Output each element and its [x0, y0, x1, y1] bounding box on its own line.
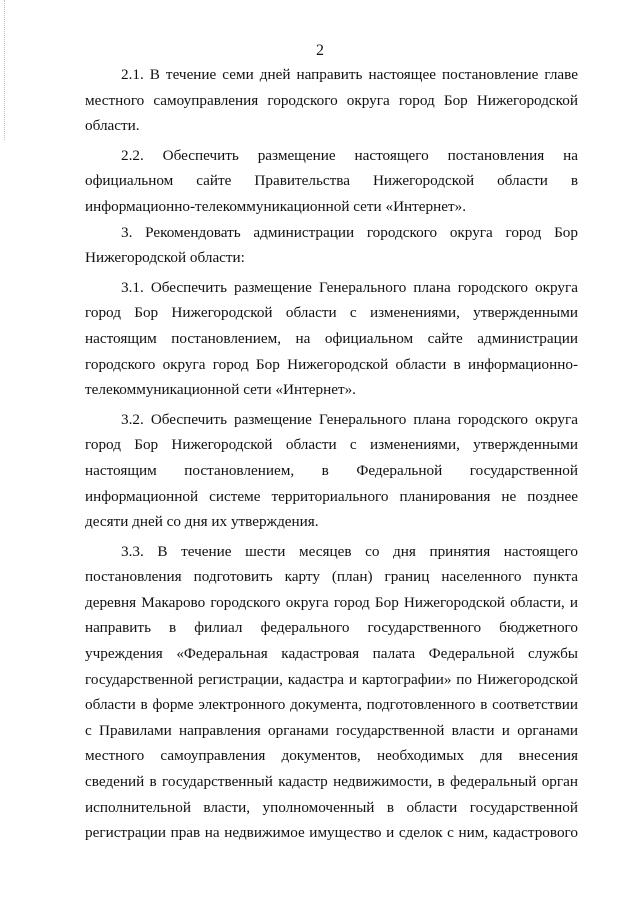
text-line: учреждения «Федеральная кадастровая палата Федеральной службы — [85, 645, 578, 663]
text-line: город Бор Нижегородской области с изменениями, утвержденными — [85, 436, 578, 454]
text-line: 3.1. Обеспечить размещение Генерального плана городского округа — [121, 278, 578, 296]
text-line: исполнительной власти, уполномоченный в области государственной — [85, 798, 578, 816]
text-line: направить в филиал федерального государственного бюджетного — [85, 619, 578, 637]
text-line: 3.3. В течение шести месяцев со дня принятия настоящего — [121, 542, 578, 560]
paragraph-3-3 — [85, 539, 578, 846]
text-line: информационной системе территориального планирования не позднее — [85, 487, 578, 505]
text-line: регистрации прав на недвижимое имущество и сделок с ним, кадастрового — [85, 824, 578, 842]
text-line: области. — [85, 117, 140, 135]
text-line: 2.1. В течение семи дней направить настоящее постановление главе — [121, 66, 578, 83]
text-line: 3.2. Обеспечить размещение Генерального плана городского округа — [121, 410, 578, 428]
paragraph-2-2 — [85, 143, 578, 220]
text-line: 3. Рекомендовать администрации городского округа город Бор — [121, 223, 578, 241]
text-line: области в форме электронного документа, подготовленного в соответствии — [85, 696, 578, 714]
document-body — [85, 62, 578, 846]
text-line: городского округа город Бор Нижегородской области в информационно- — [85, 355, 578, 373]
text-line: местного самоуправления документов, необходимых для внесения — [85, 747, 578, 765]
scan-edge-mark — [4, 0, 6, 140]
text-line: деревня Макарово городского округа город Бор Нижегородской области, и — [85, 593, 578, 611]
text-line: настоящим постановлением, в Федеральной государственной — [85, 461, 578, 479]
text-line: десяти дней со дня их утверждения. — [85, 513, 319, 531]
text-line: информационно-телекоммуникационной сети «Интернет». — [85, 197, 467, 215]
text-line: с Правилами направления органами государственной власти и органами — [85, 721, 578, 739]
text-line: государственной регистрации, кадастра и картографии» по Нижегородской — [85, 670, 578, 688]
text-line: настоящим постановлением, на официальном сайте администрации — [85, 329, 578, 347]
text-line: местного самоуправления городского округа город Бор Нижегородской — [85, 91, 578, 109]
text-line: официальном сайте Правительства Нижегородской области в — [85, 172, 578, 190]
text-line: 2.2. Обеспечить размещение настоящего постановления на — [121, 146, 578, 164]
text-line: сведений в государственный кадастр недвижимости, в федеральный орган — [85, 773, 578, 791]
text-line: постановления подготовить карту (план) границ населенного пункта — [85, 568, 578, 586]
text-line: телекоммуникационной сети «Интернет». — [85, 381, 356, 399]
text-line: город Бор Нижегородской области с изменениями, утвержденными — [85, 304, 578, 322]
paragraph-2-1 — [85, 62, 578, 139]
paragraph-3 — [85, 220, 578, 271]
text-line: Нижегородской области: — [85, 249, 245, 267]
page-number: 2 — [316, 42, 324, 59]
paragraph-3-1 — [85, 275, 578, 403]
paragraph-3-2 — [85, 407, 578, 535]
